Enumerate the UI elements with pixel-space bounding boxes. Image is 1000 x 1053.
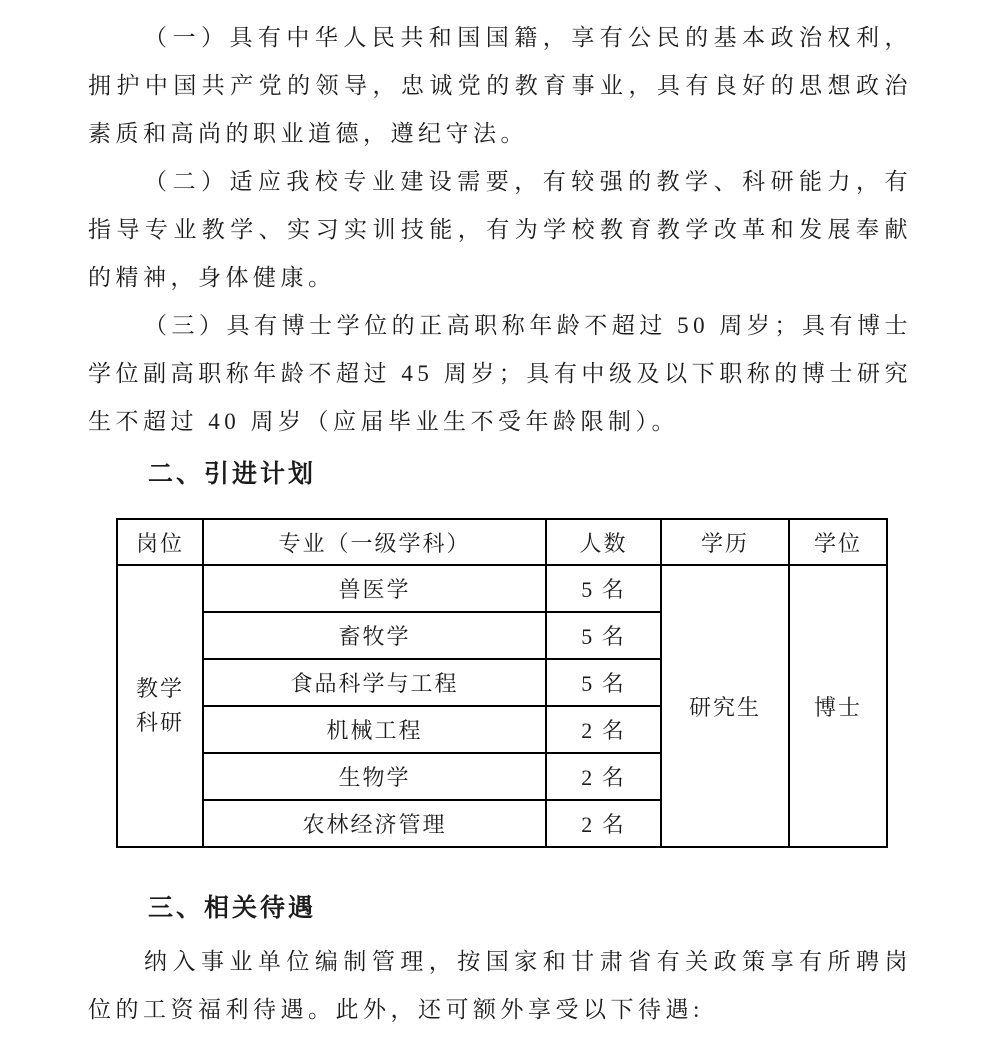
- paragraph-requirement-1: （一）具有中华人民共和国国籍，享有公民的基本政治权利，拥护中国共产党的领导，忠诚党的教育事业，具有良好的思想政治素质和高尚的职业道德，遵纪守法。: [88, 25, 912, 146]
- paragraph-requirement-2: （二）适应我校专业建设需要，有较强的教学、科研能力，有指导专业教学、实习实训技能，有为学校教育教学改革和发展奉献的精神，身体健康。: [88, 169, 912, 290]
- position-line-2: 科研: [135, 710, 184, 735]
- count-cell: 5 名: [546, 612, 661, 659]
- col-header-degree: 学位: [789, 519, 887, 565]
- major-cell: 机械工程: [203, 706, 546, 753]
- position-line-1: 教学: [135, 676, 184, 701]
- paragraph-requirement-3: （三）具有博士学位的正高职称年龄不超过 50 周岁；具有博士学位副高职称年龄不超过 45 周岁；具有中级及以下职称的博士研究生不超过 40 周岁（应届毕业生不受年龄限制）。: [88, 313, 912, 434]
- section-heading-recruitment-plan: 二、引进计划: [148, 460, 317, 488]
- major-cell: 生物学: [203, 753, 546, 800]
- col-header-education: 学历: [661, 519, 789, 565]
- recruitment-plan-table: [116, 518, 888, 848]
- degree-cell: 博士: [789, 565, 887, 847]
- count-cell: 2 名: [546, 706, 661, 753]
- major-cell: 农林经济管理: [203, 800, 546, 847]
- position-cell: [117, 565, 203, 847]
- major-cell: 畜牧学: [203, 612, 546, 659]
- section-heading-benefits: 三、相关待遇: [148, 894, 317, 922]
- major-cell: 兽医学: [203, 565, 546, 612]
- col-header-position: 岗位: [117, 519, 203, 565]
- col-header-count: 人数: [546, 519, 661, 565]
- count-cell: 2 名: [546, 800, 661, 847]
- paragraph-benefits: 纳入事业单位编制管理，按国家和甘肃省有关政策享有所聘岗位的工资福利待遇。此外，还可额外享受以下待遇:: [88, 949, 912, 1022]
- education-cell: 研究生: [661, 565, 789, 847]
- major-cell: 食品科学与工程: [203, 659, 546, 706]
- count-cell: 2 名: [546, 753, 661, 800]
- count-cell: 5 名: [546, 565, 661, 612]
- count-cell: 5 名: [546, 659, 661, 706]
- col-header-major: 专业（一级学科）: [203, 519, 546, 565]
- table-header-row: [117, 519, 887, 565]
- table-row: [117, 565, 887, 612]
